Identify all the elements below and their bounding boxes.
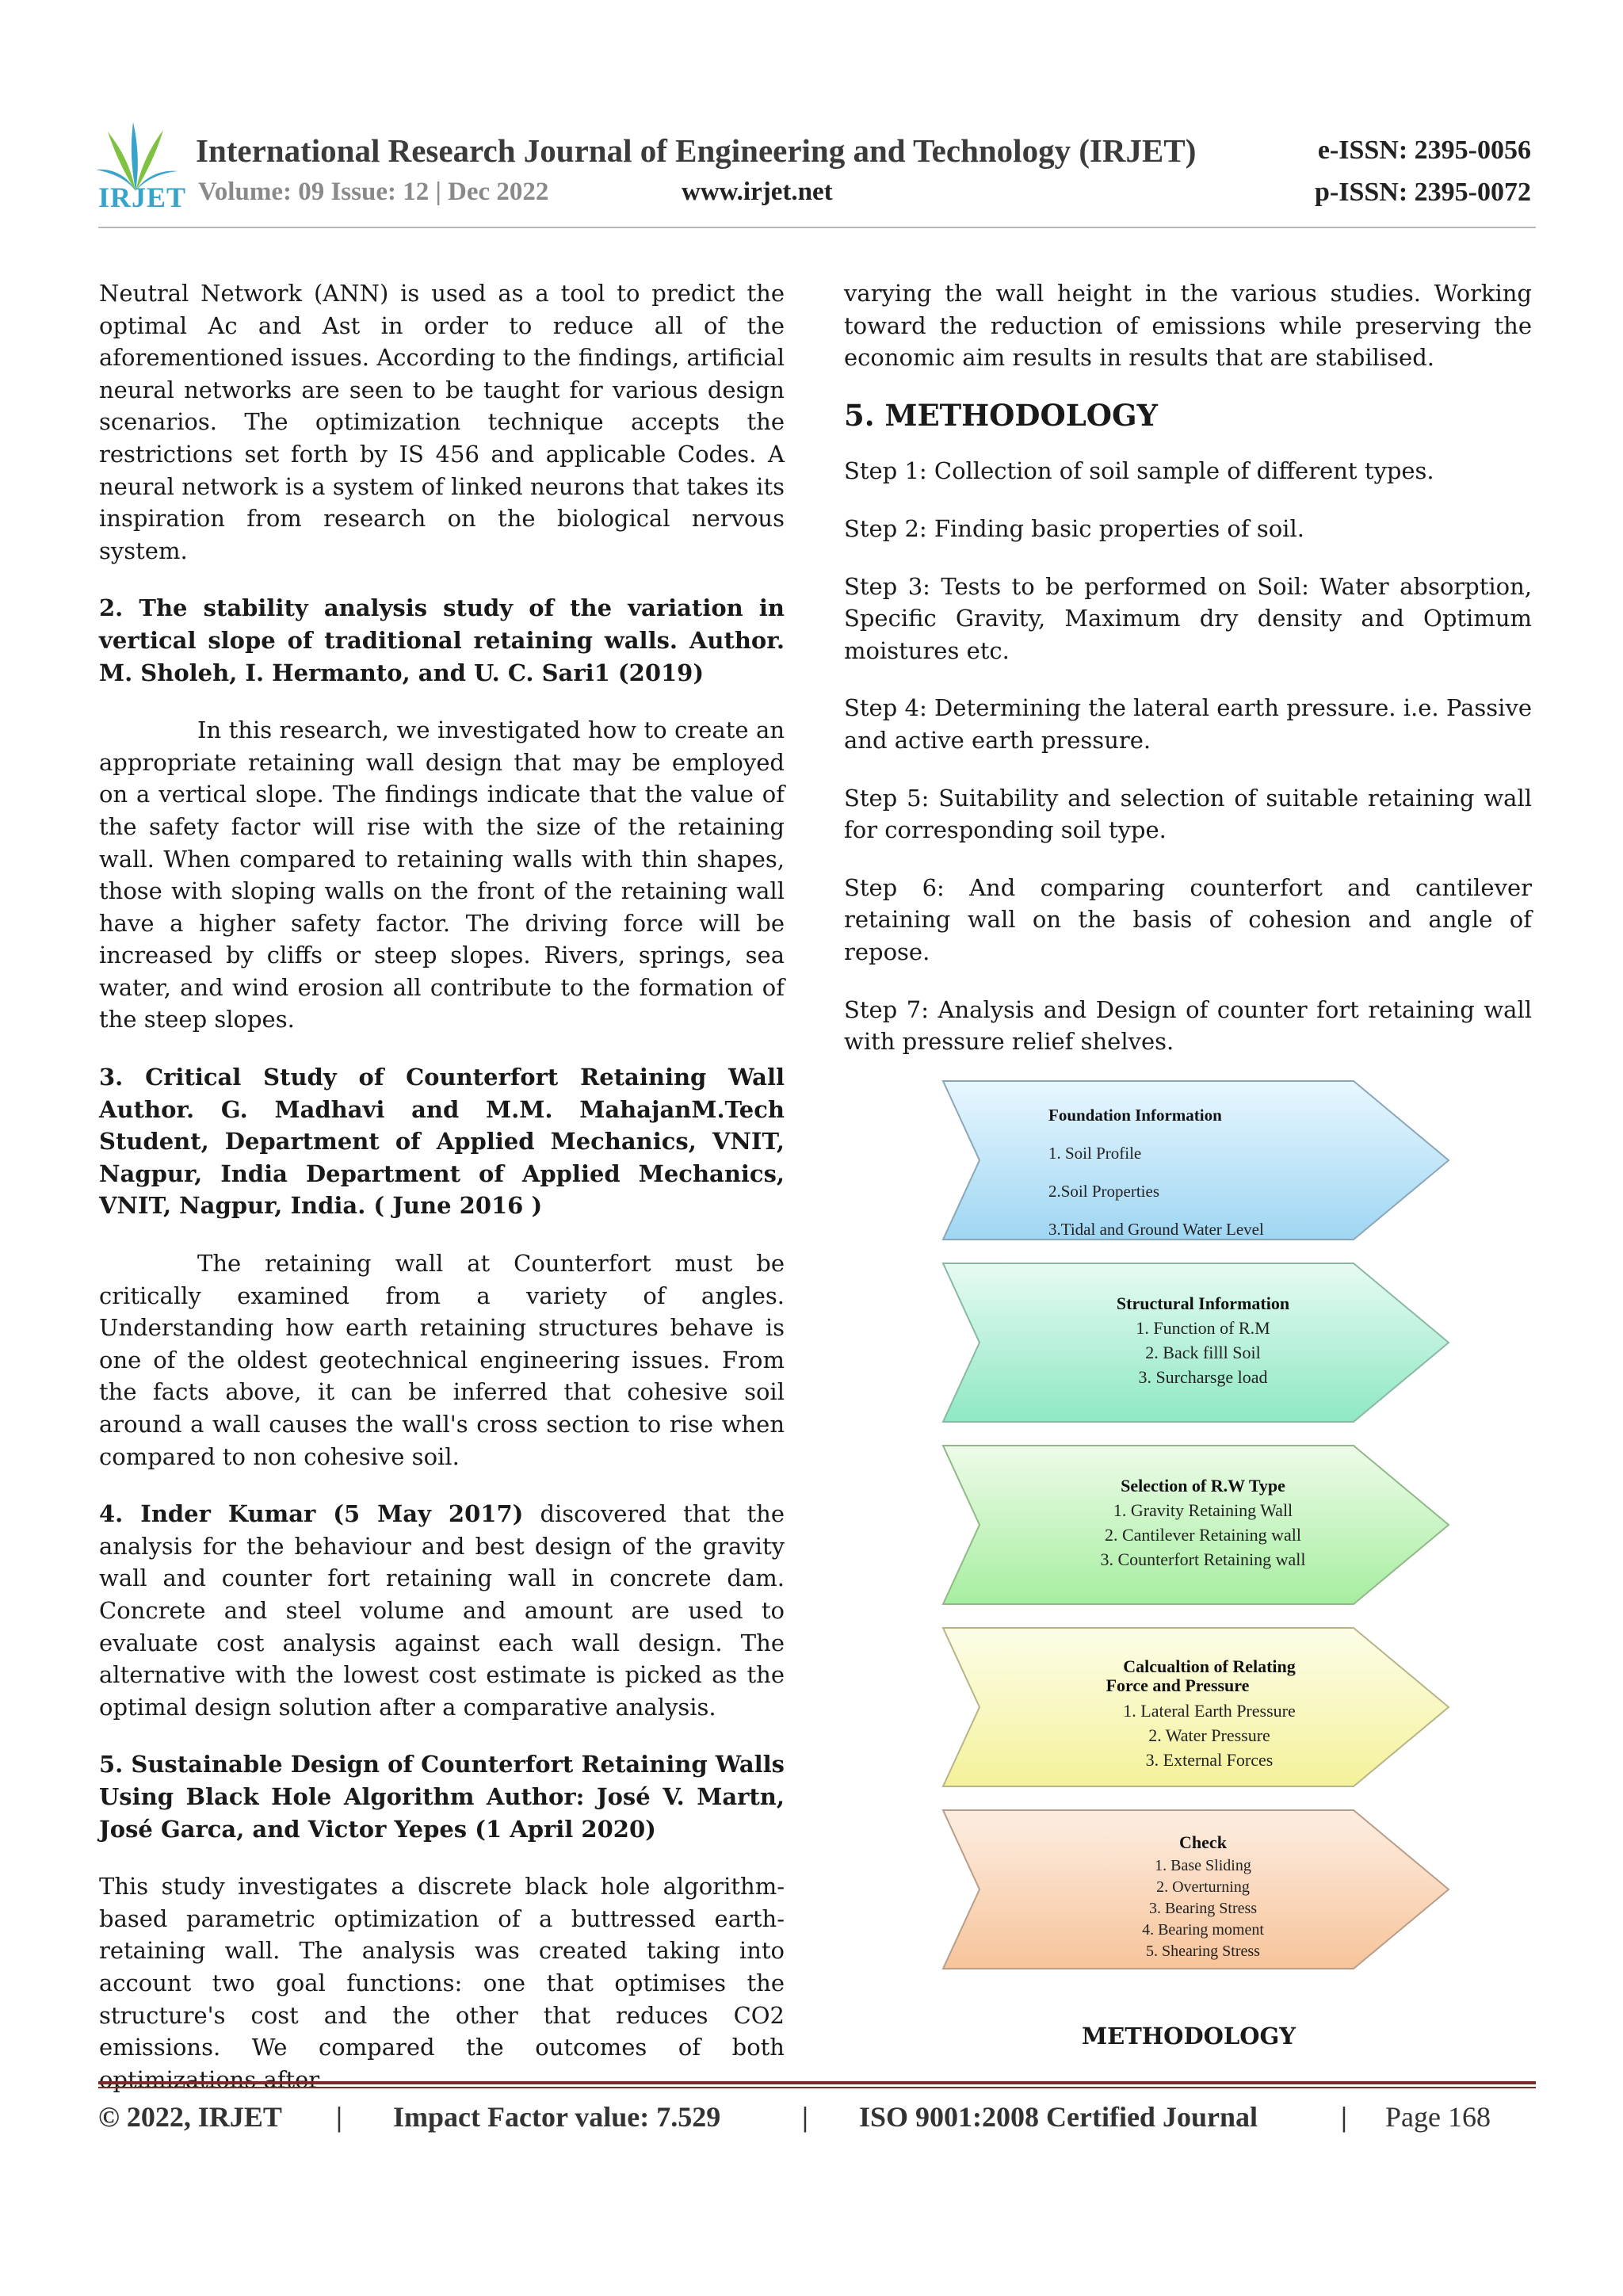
footer-separator-3: | [1341,2101,1347,2133]
paragraph-counterfort: The retaining wall at Counterfort must be critically examined from a variety of angles. Understanding how earth retaining structures behave is one of the oldest geotechnical engineering issues. From the facts above, it can be inferred that cohesive soil around a wall causes the wall's cross section to rise when compared to non cohesive soil. [99,1250,785,1470]
flow-box-5-item-4: 4. Bearing moment [1142,1921,1264,1939]
review-heading-3: 3. Critical Study of Counterfort Retaining Wall Author. G. Madhavi and M.M. MahajanM.Tech Student, Department of Applied Mechanics, VNIT, Nagpur, India Department of Applied Mechanics, VNIT, Nagpur, India. ( June 2016 ) [99,1064,785,1220]
left-column [99,277,785,2121]
paragraph-black-hole: This study investigates a discrete black hole algorithm-based parametric optimization of a buttressed earth-retaining wall. The analysis was created taking into account two goal functions: one that optimises the structure's cost and the other that reduces CO2 emissions. We compared the outcomes of both optimizations after [99,1873,785,2093]
volume-issue: Volume: 09 Issue: 12 | Dec 2022 [198,178,549,206]
footer-copyright: © 2022, IRJET [98,2101,282,2133]
flow-box-2-title: Structural Information [1116,1293,1290,1313]
paragraph-continuation: varying the wall height in the various studies. Working toward the reduction of emissions while preserving the economic aim results in results that are stabilised. [844,280,1532,372]
flow-box-4-item-1: 1. Lateral Earth Pressure [1123,1701,1296,1721]
step-7: Step 7: Analysis and Design of counter fort retaining wall with pressure relief shelves. [844,995,1532,1056]
flow-box-3-item-2: 2. Cantilever Retaining wall [1104,1525,1302,1545]
p-issn: p-ISSN: 2395-0072 [1315,178,1531,207]
flow-box-5-item-3: 3. Bearing Stress [1148,1900,1258,1917]
step-2: Step 2: Finding basic properties of soil. [844,514,1304,542]
e-issn: e-ISSN: 2395-0056 [1317,136,1531,165]
review-heading-5: 5. Sustainable Design of Counterfort Retaining Walls Using Black Hole Algorithm Author: José V. Martn, José Garca, and Victor Yepes (1 April 2020) [99,1751,785,1843]
methodology-flowchart [941,1079,1453,1973]
flow-box-2-item-2: 2. Back filll Soil [1145,1343,1261,1362]
logo-text: IRJET [98,181,187,213]
flow-box-5-item-5: 5. Shearing Stress [1146,1943,1260,1960]
flow-box-4-title: Calcualtion of Relating [1123,1656,1296,1676]
flow-box-1-item-3: 3.Tidal and Ground Water Level [1048,1220,1264,1239]
flow-box-check [943,1810,1449,1969]
flow-box-4-item-2: 2. Water Pressure [1148,1725,1270,1745]
flow-box-5-item-2: 2. Overturning [1156,1878,1250,1896]
footer-rule-thin [98,2087,1536,2088]
flow-box-5-title: Check [1179,1832,1227,1852]
flow-box-4-item-3: 3. External Forces [1145,1750,1274,1770]
footer-separator-1: | [336,2101,342,2133]
flow-box-3-title: Selection of R.W Type [1121,1476,1285,1496]
step-1: Step 1: Collection of soil sample of different types. [844,457,1434,485]
flow-box-3-item-1: 1. Gravity Retaining Wall [1113,1500,1293,1520]
flow-box-2-item-1: 1. Function of R.M [1136,1318,1270,1338]
footer-page-number: Page 168 [1385,2101,1491,2133]
website-link[interactable]: www.irjet.net [682,178,833,206]
review-heading-4: 4. Inder Kumar (5 May 2017) [99,1500,524,1528]
flow-box-1-title: Foundation Information [1048,1106,1222,1125]
flow-box-4-title-2: Force and Pressure [1106,1675,1250,1695]
paragraph-stability: In this research, we investigated how to create an appropriate retaining wall design that may be employed on a vertical slope. The findings indicate that the value of the safety factor will rise with the size of the retaining wall. When compared to retaining walls with thin shapes, those with sloping walls on the front of the retaining wall have a higher safety factor. The driving force will be increased by cliffs or steep slopes. Rivers, springs, sea water, and wind erosion all contribute to the formation of the steep slopes. [99,716,785,1033]
step-4: Step 4: Determining the lateral earth pressure. i.e. Passive and active earth pressure. [844,694,1532,754]
flow-box-rw-type [943,1446,1449,1604]
flow-box-structural [943,1263,1449,1422]
section-heading-methodology: 5. METHODOLOGY [844,397,1158,433]
header-rule [98,227,1536,228]
footer-iso: ISO 9001:2008 Certified Journal [859,2101,1258,2133]
footer-separator-2: | [802,2101,808,2133]
step-5: Step 5: Suitability and selection of suitable retaining wall for corresponding soil type. [844,784,1532,844]
step-6: Step 6: And comparing counterfort and cantilever retaining wall on the basis of cohesion and angle of repose. [844,873,1532,965]
flow-box-foundation [943,1081,1449,1240]
flow-box-1-item-2: 2.Soil Properties [1048,1182,1159,1201]
paragraph-ann: Neutral Network (ANN) is used as a tool to predict the optimal Ac and Ast in order to reduce all of the aforementioned issues. According to the findings, artificial neural networks are seen to be taught for various design scenarios. The optimization technique accepts the restrictions set forth by IS 456 and applicable Codes. A neural network is a system of linked neurons that takes its inspiration from research on the biological nervous system. [99,280,785,564]
journal-title: International Research Journal of Engineering and Technology (IRJET) [196,132,1197,169]
paragraph-inder-kumar-text: discovered that the analysis for the behaviour and best design of the gravity wall and counter fort retaining wall in concrete dam. Concrete and steel volume and amount are used to evaluate cost analysis against each wall design. The alternative with the lowest cost estimate is picked as the optimal design solution after a comparative analysis. [99,1500,785,1721]
footer-rule-thick [98,2081,1536,2084]
review-heading-2: 2. The stability analysis study of the variation in vertical slope of traditional retaining walls. Author. M. Sholeh, I. Hermanto, and U. C. Sari1 (2019) [99,594,785,686]
footer-impact-factor: Impact Factor value: 7.529 [393,2101,721,2133]
flow-box-3-item-3: 3. Counterfort Retaining wall [1100,1549,1306,1569]
paragraph-inder-kumar [99,1498,785,1723]
flow-box-5-item-1: 1. Base Sliding [1155,1857,1251,1874]
flow-box-1-item-1: 1. Soil Profile [1048,1144,1142,1163]
right-column [844,277,1532,1081]
flow-box-calculation [943,1628,1449,1786]
figure-caption: METHODOLOGY [1082,2023,1296,2050]
step-3: Step 3: Tests to be performed on Soil: Water absorption, Specific Gravity, Maximum dry density and Optimum moistures etc. [844,572,1532,664]
flow-box-2-item-3: 3. Surcharsge load [1138,1367,1268,1387]
